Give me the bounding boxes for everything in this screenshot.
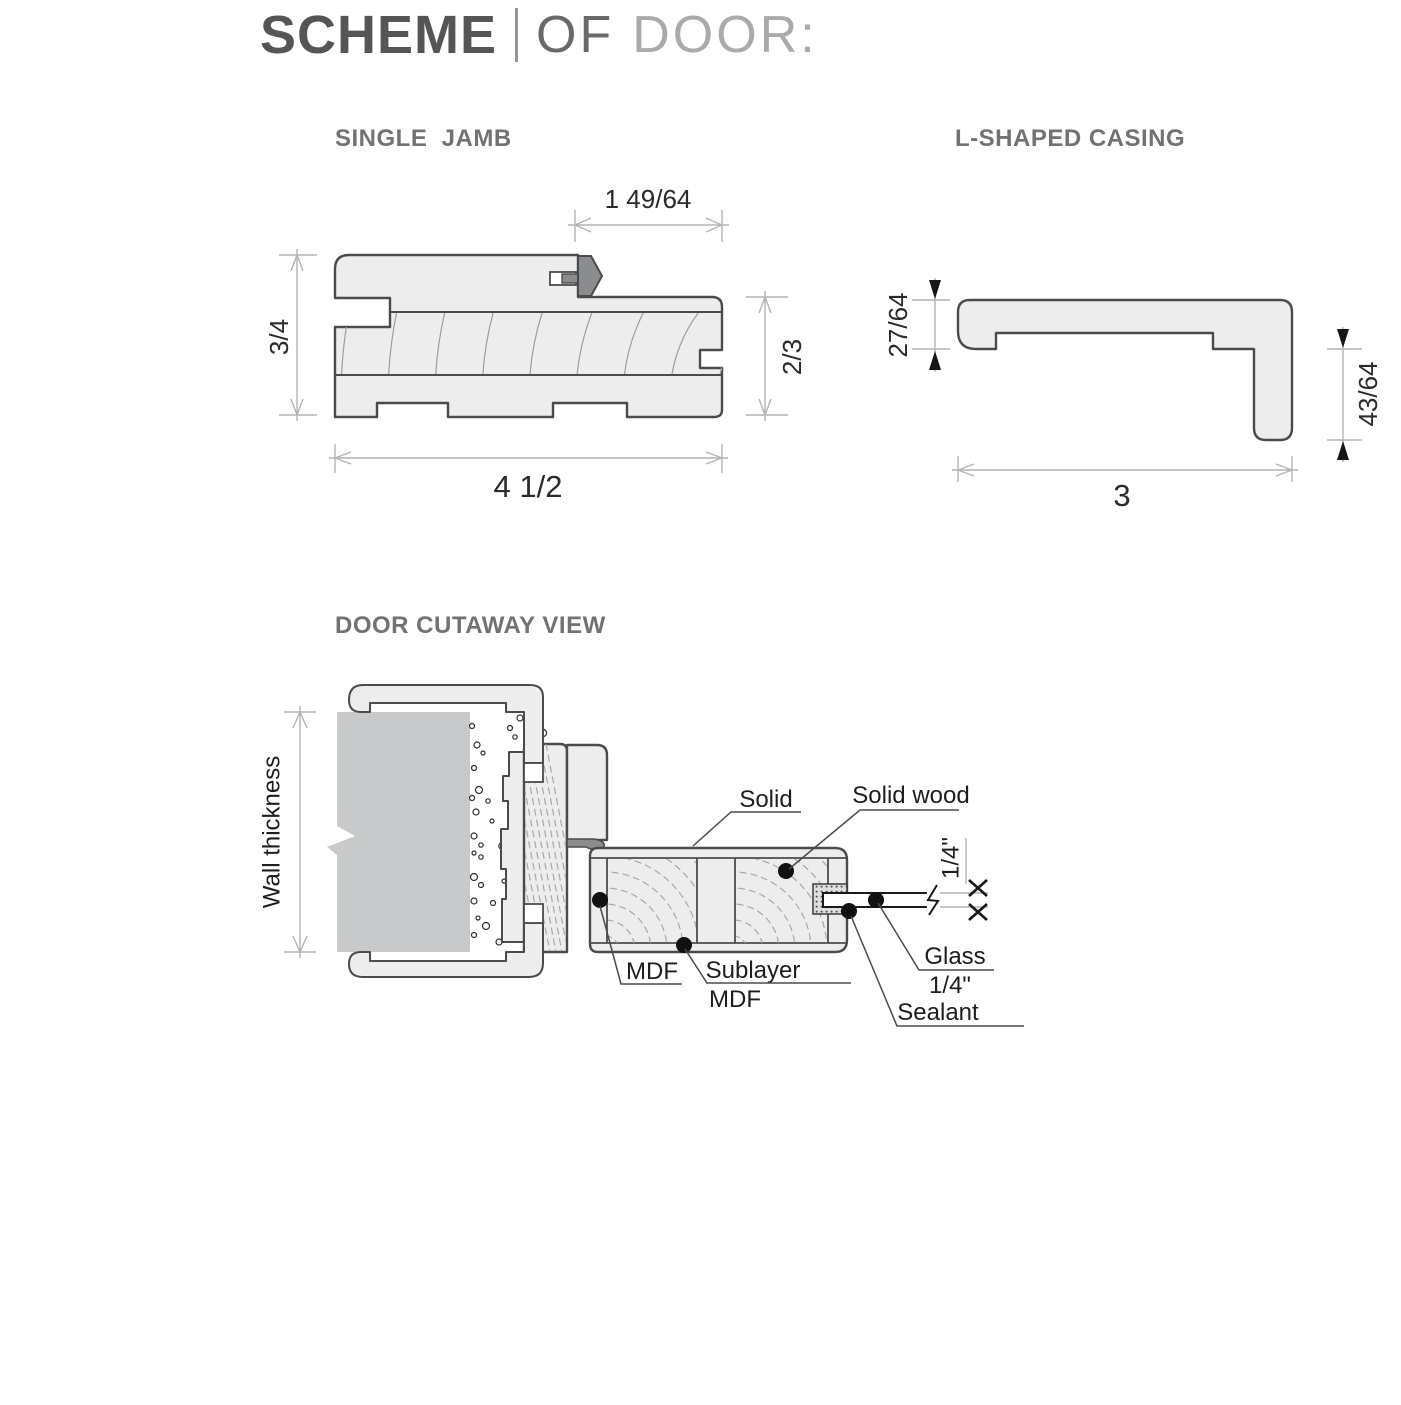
jamb-dim-top-value: 1 49/64 xyxy=(604,184,692,214)
jamb-dim-right xyxy=(746,291,807,421)
jamb-dim-bottom-value: 4 1/2 xyxy=(493,469,563,504)
single-jamb-heading: SINGLE JAMB xyxy=(335,125,512,152)
title-secondary: OF xyxy=(536,6,615,64)
mdf-dot xyxy=(592,892,608,908)
callout-glass xyxy=(878,903,994,999)
callout-sealant xyxy=(851,916,1024,1026)
casing-dim-bottom xyxy=(952,456,1298,513)
clip-arrow xyxy=(578,256,602,296)
bottom-casing-notch xyxy=(524,904,543,923)
casing-dim-right xyxy=(1327,327,1383,462)
casing-dim-left-value: 27/64 xyxy=(883,292,913,358)
glass-break-symbol xyxy=(928,885,938,915)
glass-label-line1: Glass xyxy=(924,943,986,970)
glass-dim-value: 1/4" xyxy=(937,837,965,879)
cutaway-heading: DOOR CUTAWAY VIEW xyxy=(335,612,606,639)
sealant-label: Sealant xyxy=(897,999,979,1026)
jamb-wood-grain xyxy=(341,0,1283,869)
door-slab xyxy=(590,848,847,952)
wall-section xyxy=(327,712,470,952)
sublayer-label-line1: Sublayer xyxy=(705,957,801,984)
wall-thickness-dim xyxy=(259,706,317,958)
casing-dim-left xyxy=(883,278,950,372)
casing-profile xyxy=(958,300,1292,440)
jamb-shim-strip xyxy=(501,752,524,942)
top-casing-notch xyxy=(524,763,543,782)
sublayer-dot xyxy=(676,937,692,953)
jamb-dim-bottom xyxy=(329,444,728,504)
callout-sublayer xyxy=(685,949,851,1013)
casing-dim-bottom-value: 3 xyxy=(1113,478,1131,513)
jamb-dim-left xyxy=(264,249,317,421)
glass-dim xyxy=(938,837,989,920)
title-primary: SCHEME xyxy=(260,5,498,65)
sublayer-label-line2: MDF xyxy=(709,986,761,1013)
cutaway-drawing xyxy=(259,685,1025,1092)
jamb-dim-right-value: 2/3 xyxy=(777,338,807,376)
mdf-label: MDF xyxy=(626,958,678,985)
sealant-dot xyxy=(841,903,857,919)
l-casing-heading: L-SHAPED CASING xyxy=(955,125,1186,152)
wall-thickness-label: Wall thickness xyxy=(258,755,286,909)
callout-solid xyxy=(693,786,801,846)
solid-wood-dot xyxy=(778,863,794,879)
jamb-dim-left-value: 3/4 xyxy=(264,318,294,356)
solid-wood-label: Solid wood xyxy=(852,782,970,809)
jamb-dim-top xyxy=(568,184,729,242)
solid-label: Solid xyxy=(739,786,793,813)
l-casing-drawing xyxy=(883,278,1383,513)
glass-dot xyxy=(868,892,884,908)
glass-label-line2: 1/4" xyxy=(929,972,971,999)
door-stop xyxy=(567,745,607,840)
title-tertiary: DOOR: xyxy=(632,6,818,64)
casing-dim-right-value: 43/64 xyxy=(1353,361,1383,427)
